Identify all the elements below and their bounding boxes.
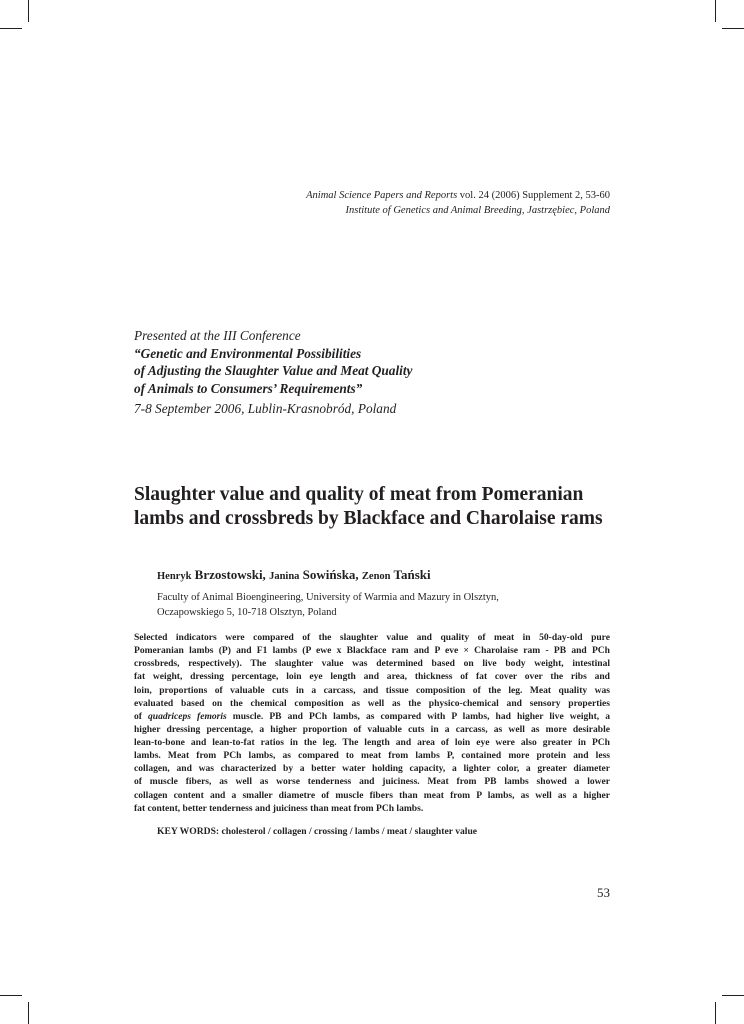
abstract-line-7-rest: muscle. PB and PCh lambs, as compared with P lambs, had higher live weight, a (226, 710, 611, 722)
author-1-last: Brzostowski, (194, 567, 266, 582)
abstract (134, 631, 610, 815)
abstract-line-8: higher dressing percentage, a higher proportion of valuable cuts in a carcass, as well as more desirable (134, 723, 610, 735)
authors (157, 567, 431, 583)
crop-mark-bottom-right-horizontal (722, 995, 744, 996)
author-2-last: Sowińska, (302, 567, 359, 582)
affiliation (157, 591, 499, 620)
abstract-line-5: loin, proportions of valuable cuts in a carcass, and tissue composition of the leg. Meat quality was (134, 684, 610, 696)
conference-dates: 7-8 September 2006, Lublin-Krasnobród, Poland (134, 401, 397, 416)
conference-name-line-3: of Animals to Consumers’ Requirements” (134, 380, 363, 396)
abstract-line-1: Selected indicators were compared of the slaughter value and quality of meat in 50-day-old pure (134, 632, 610, 643)
author-3-last: Tański (393, 567, 431, 582)
title-line-1: Slaughter value and quality of meat from Pomeranian (134, 484, 584, 505)
conference-name-line-2: of Adjusting the Slaughter Value and Meat Quality (134, 363, 413, 378)
abstract-line-9: lean-to-bone and lean-to-fat ratios in the leg. The length and area of loin eye were also greater in PCh (134, 737, 610, 748)
abstract-line-12: of muscle fibers, as well as worse tenderness and juiciness. Meat from PB lambs showed a lower (134, 776, 610, 788)
keywords: KEY WORDS: cholesterol / collagen / crossing / lambs / meat / slaughter value (157, 826, 478, 837)
affiliation-line-2: Oczapowskiego 5, 10-718 Olsztyn, Poland (157, 606, 337, 618)
abstract-line-14: fat content, better tenderness and juiciness than meat from PCh lambs. (134, 802, 424, 814)
crop-mark-top-right-horizontal (722, 28, 744, 29)
conference-name-line-1: “Genetic and Environmental Possibilities (134, 345, 362, 361)
crop-mark-bottom-left-vertical (28, 1002, 29, 1024)
title-line-2: lambs and crossbreds by Blackface and Charolaise rams (134, 508, 603, 529)
institute-line (306, 203, 610, 218)
abstract-line-7 (134, 710, 610, 723)
abstract-line-11: collagen, and was characterized by a better water holding capacity, a lighter color, a greater diameter (134, 763, 610, 775)
abstract-line-3: crossbreds, respectively). The slaughter value was determined based on live body weight, intestinal (134, 658, 610, 670)
abstract-italic-term: quadriceps femoris (148, 710, 227, 722)
crop-mark-top-left-vertical (28, 0, 29, 22)
author-3-first: Zenon (361, 571, 391, 582)
volume-info: vol. 24 (2006) Supplement 2, 53-60 (457, 190, 610, 201)
abstract-line-7-start: of (134, 710, 149, 722)
crop-mark-top-left-horizontal (0, 28, 22, 29)
crop-mark-bottom-right-vertical (715, 1002, 716, 1024)
institute-name: Institute of Genetics and Animal Breeding, Jastrzębiec, Poland (345, 205, 610, 216)
author-2-first: Janina (269, 571, 300, 582)
page-number: 53 (597, 885, 610, 900)
journal-name: Animal Science Papers and Reports (306, 190, 458, 201)
paper-title (134, 483, 624, 531)
abstract-line-2: Pomeranian lambs (P) and F1 lambs (P ewe x Blackface ram and P eve × Charolaise ram - PB and PCh (134, 645, 610, 657)
affiliation-line-1: Faculty of Animal Bioengineering, University of Warmia and Mazury in Olsztyn, (157, 592, 499, 603)
conference-presented: Presented at the III Conference (134, 328, 301, 343)
abstract-line-6: evaluated based on the chemical composition as well as the physico-chemical and sensory properties (134, 697, 610, 709)
crop-mark-top-right-vertical (715, 0, 716, 22)
abstract-line-13: collagen content and a smaller diametre of muscle fibers than meat from P lambs, as well as a higher (134, 789, 610, 801)
journal-citation (306, 188, 610, 203)
conference-note (134, 327, 412, 418)
crop-mark-bottom-left-horizontal (0, 995, 22, 996)
author-1-first: Henryk (157, 571, 192, 582)
abstract-line-10: lambs. Meat from PCh lambs, as compared to meat from lambs P, contained more protein and less (134, 750, 610, 762)
running-header (306, 188, 610, 218)
abstract-line-4: fat weight, dressing percentage, loin eye length and area, thickness of fat cover over the ribs and (134, 671, 610, 683)
